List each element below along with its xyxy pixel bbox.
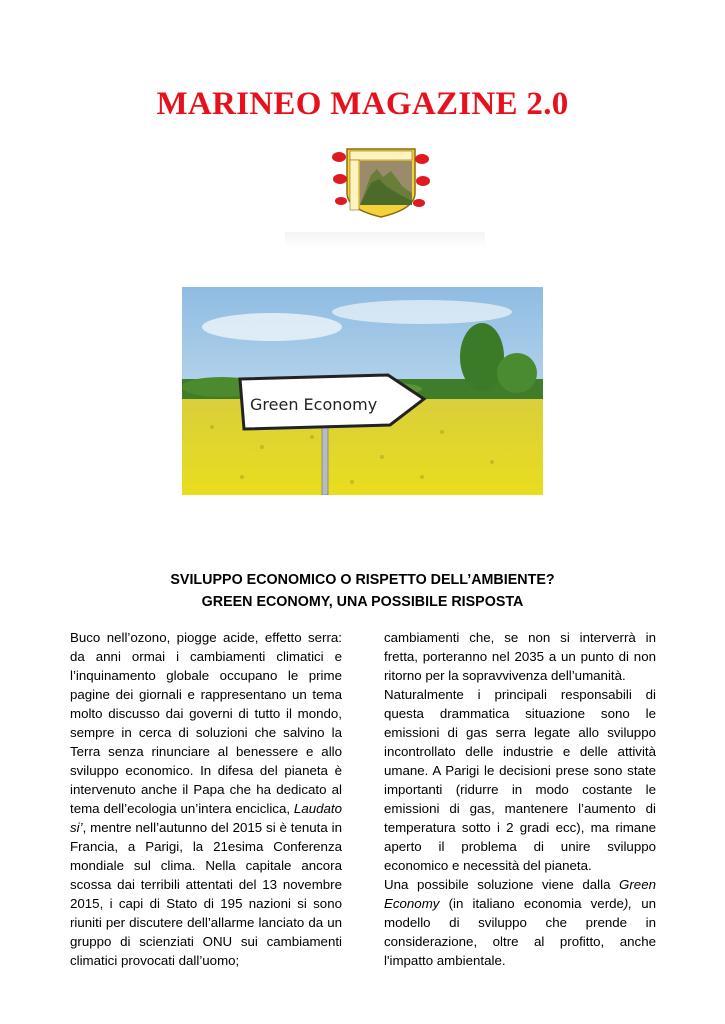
logo-shield-icon <box>331 147 431 219</box>
sign-text: Green Economy <box>250 395 378 414</box>
tree-icon <box>460 323 504 391</box>
article-headline <box>0 569 725 613</box>
headline-line-2: GREEN ECONOMY, UNA POSSIBILE RISPOSTA <box>201 594 524 610</box>
headline-line-1: SVILUPPO ECONOMICO O RISPETTO DELL’AMBIENTE? <box>170 572 555 588</box>
paragraph <box>70 628 342 970</box>
encyclical-title: Laudato si’ <box>70 801 342 835</box>
article-column-2 <box>384 628 656 970</box>
green-economy-term: Green Economy <box>384 877 656 911</box>
paragraph <box>384 875 656 970</box>
body-text: un modello di sviluppo che prende in considerazione, oltre al profitto, anche l'impatto ambientale. <box>384 896 656 968</box>
body-text: , mentre nell’autunno del 2015 si è tenuta in Francia, a Parigi, la 21esima Conferenza mondiale sul clima. Nella capitale ancora scossa dai terribili attentati del 13 novembre 2015, i capi di Stato di 195 nazioni si sono riuniti per discutere dell’allarme lanciato da un gruppo di scienziati ONU sui cambiamenti climatici provocati dall’uomo; <box>70 820 342 968</box>
body-text: Una possibile soluzione viene dalla <box>384 877 620 892</box>
body-text: ), <box>623 896 633 911</box>
paragraph: Naturalmente i principali responsabili di questa drammatica situazione sono le emissioni di gas serra legate allo sviluppo incontrollato delle industrie e delle attività umane. A Parigi le decisioni prese sono state importanti (ridurre in modo costante le emissioni di gas, mantenere l’aumento di temperatura sotto i 2 gradi ecc), ma rimane aperto il problema di unire sviluppo economico e necessità del pianeta. <box>384 687 656 873</box>
logo-shadow <box>285 232 485 248</box>
magazine-logo <box>331 147 431 219</box>
green-economy-photo <box>182 287 543 495</box>
article-column-1 <box>70 628 342 970</box>
body-text: Buco nell’ozono, piogge acide, effetto serra: da anni ormai i cambiamenti climatici e l’inquinamento globale occupano le prime pagine dei giornali e rappresentano un tema molto discusso dai governi di tutto il mondo, sempre in cerca di soluzioni che salvino la Terra senza rinunciare al benessere e allo sviluppo economico. In difesa del pianeta è intervenuto anche il Papa che ha dedicato al tema dell’ecologia un’intera enciclica, <box>70 630 342 816</box>
paragraph: cambiamenti che, se non si interverrà in fretta, porteranno nel 2035 a un punto di non ritorno per la sopravvivenza dell’umanità. <box>384 630 656 683</box>
body-text: (in italiano economia verde <box>439 896 624 911</box>
magazine-title: MARINEO MAGAZINE 2.0 <box>156 86 569 122</box>
